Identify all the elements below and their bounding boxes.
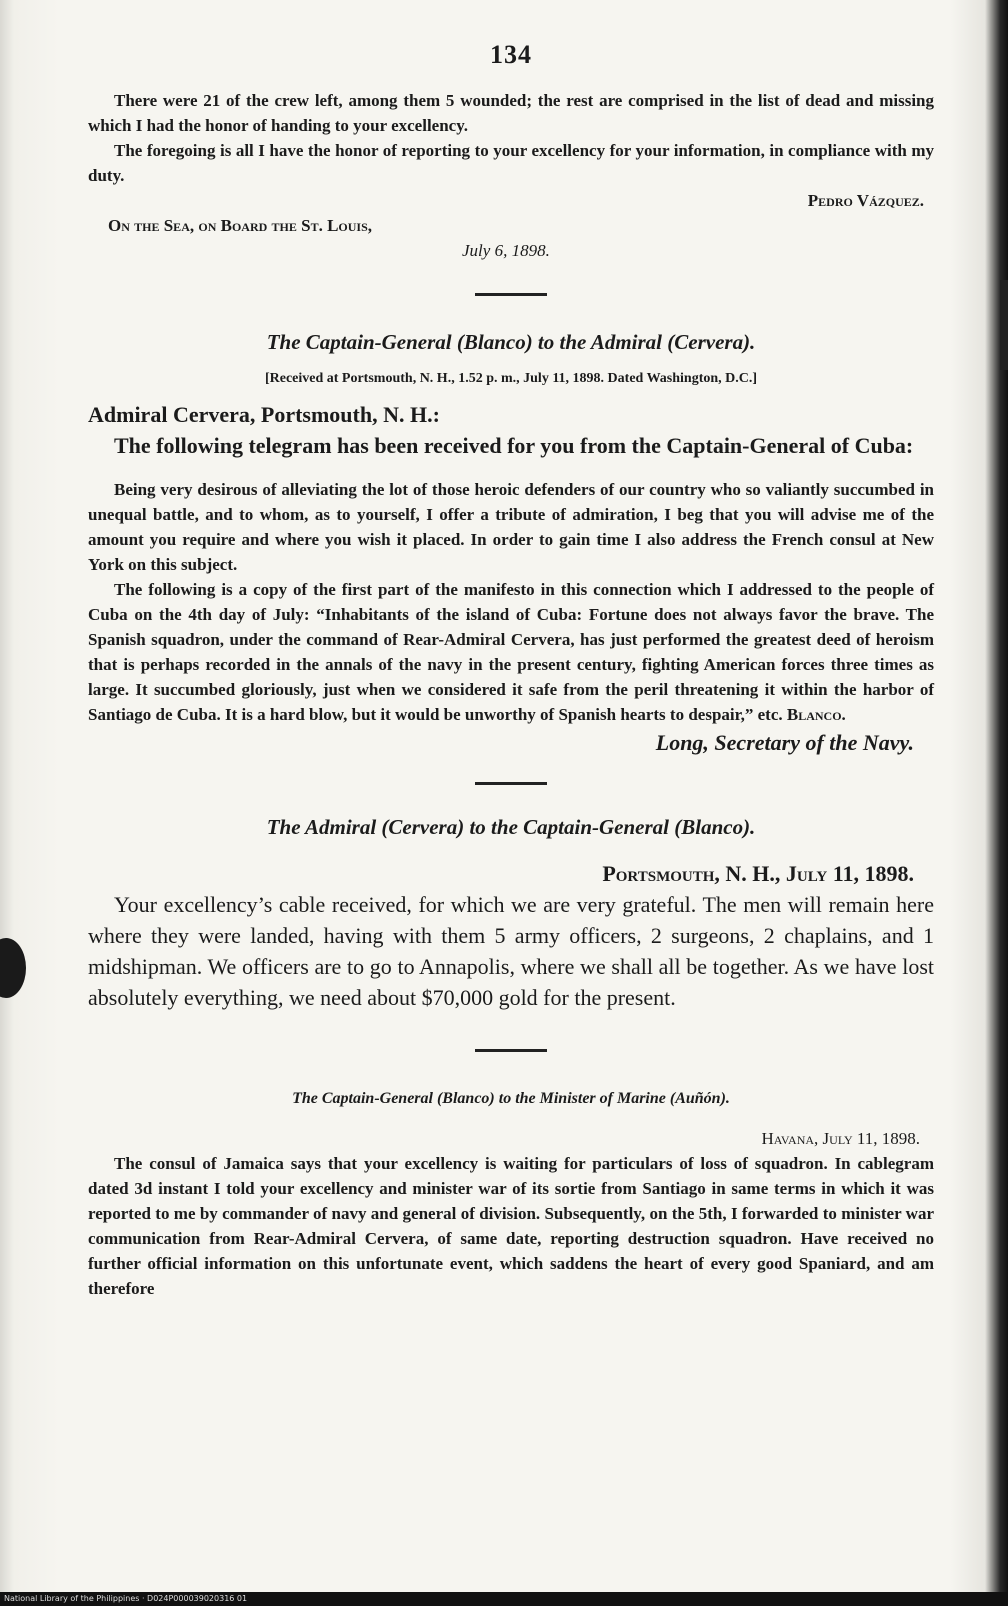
- section2-intro: The following telegram has been received for you from the Captain-General of Cuba:: [114, 433, 914, 458]
- section1-para2: The foregoing is all I have the honor of reporting to your excellency for your information, in compliance with my duty.: [88, 141, 934, 185]
- page-edge-mark: [1000, 280, 1008, 370]
- section1-date: July 6, 1898.: [462, 241, 550, 260]
- section1-signature: Pedro Vázquez.: [807, 191, 924, 210]
- section4-dateline: Havana, July 11, 1898.: [761, 1129, 920, 1148]
- page-content: [88, 40, 934, 1301]
- divider-rule: [475, 1049, 547, 1052]
- section1-place: On the Sea, on Board the St. Louis,: [108, 216, 373, 235]
- binding-hole: [0, 938, 26, 998]
- section4-body: The consul of Jamaica says that your excellency is waiting for particulars of loss of squadron. In cablegram dated 3d instant I told your excellency and minister war of its sortie from Santiago in same terms in which it was reported to me by commander of navy and general of division. Subsequently, on the 5th, I forwarded to minister war communication from Rear-Admiral Cervera, of same date, reporting destruction squadron. Have received no further official information on this unfortunate event, which saddens the heart of every good Spaniard, and am therefore: [88, 1154, 934, 1298]
- section2-signature: Long, Secretary of the Navy.: [655, 730, 914, 755]
- section2-para2: [88, 577, 934, 727]
- section2-para1: Being very desirous of alleviating the lot of those heroic defenders of our country who so valiantly succumbed in unequal battle, and to whom, as to yourself, I offer a tribute of admiration, I beg that you will advise me of the amount you require and where you wish it placed. In order to gain time I also address the French consul at New York on this subject.: [88, 480, 934, 574]
- section2-para2-text: The following is a copy of the first part of the manifesto in this connection which I addressed to the people of Cuba on the 4th day of July: “Inhabitants of the island of Cuba: Fortune does not always favor the brave. The Spanish squadron, under the command of Rear-Admiral Cervera, has just performed the greatest deed of heroism that is perhaps recorded in the annals of the navy in the present century, fighting American forces three times as large. It succumbed gloriously, just when we considered it safe from the peril threatening it within the harbor of Santiago de Cuba. It is a hard blow, but it would be unworthy of Spanish hearts to despair,” etc.: [88, 580, 934, 724]
- scan-footer: National Library of the Philippines · D024P000039020316 01: [0, 1592, 1008, 1606]
- section2-para2-sign: Blanco.: [786, 705, 846, 724]
- section1-para1: There were 21 of the crew left, among them 5 wounded; the rest are comprised in the list of dead and missing which I had the honor of handing to your excellency.: [88, 91, 934, 135]
- divider-rule: [475, 293, 547, 296]
- section3-heading: The Admiral (Cervera) to the Captain-General (Blanco).: [266, 815, 756, 839]
- section2-heading: The Captain-General (Blanco) to the Admiral (Cervera).: [266, 330, 756, 354]
- section2-received-note: [Received at Portsmouth, N. H., 1.52 p. m., July 11, 1898. Dated Washington, D.C.]: [264, 371, 758, 386]
- page-number: 134: [490, 40, 532, 69]
- section3-body: Your excellency’s cable received, for which we are very grateful. The men will remain here where they were landed, having with them 5 army officers, 2 surgeons, 2 chaplains, and 1 midshipman. We officers are to go to Annapolis, where we shall all be together. As we have lost absolutely everything, we need about $70,000 gold for the present.: [88, 892, 934, 1010]
- section2-address: Admiral Cervera, Portsmouth, N. H.:: [88, 402, 440, 427]
- divider-rule: [475, 782, 547, 785]
- section3-dateline: Portsmouth, N. H., July 11, 1898.: [602, 861, 914, 886]
- section4-heading: The Captain-General (Blanco) to the Minister of Marine (Auñón).: [292, 1090, 730, 1107]
